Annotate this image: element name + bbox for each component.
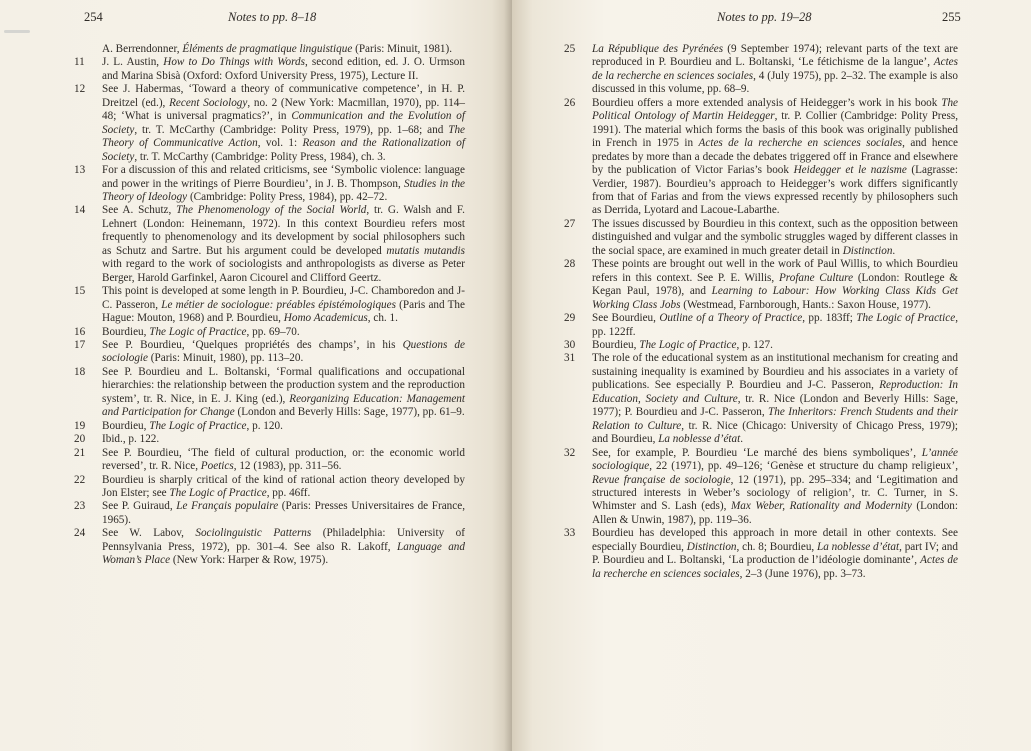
footnote [74, 366, 465, 420]
footnote-text: Bourdieu, The Logic of Practice, p. 120. [102, 419, 283, 432]
footnote-text: La République des Pyrénées (9 September 1974); relevant parts of the text are reproduced in P. Bourdieu and L. Boltanski, ‘Le fétichisme de la langue’, Actes de la recherche en sciences sociales, 4 (July 1975), pp. 2–32. The example is also discussed in this volume, pp. 68–9. [592, 43, 959, 96]
footnote-text: A. Berrendonner, Éléments de pragmatique linguistique (Paris: Minuit, 1981). [102, 43, 453, 55]
footnote [564, 258, 958, 312]
footnote-text: Bourdieu has developed this approach in more detail in other contexts. See especially Bourdieu, Distinction, ch. 8; Bourdieu, La noblesse d’état, part IV; and P. Bourdieu and L. Boltanski, ‘La production de l’idéologie dominante’, Actes de la recherche en sciences sociales, 2–3 (June 1976), pp. 3–73. [592, 527, 958, 580]
footnote-number: 14 [74, 204, 86, 217]
footnote [74, 339, 465, 366]
left-notes-list [74, 43, 465, 568]
footnote-number: 12 [74, 83, 86, 96]
footnote-text: Bourdieu is sharply critical of the kind of rational action theory developed by Jon Elster; see The Logic of Practice, pp. 46ff. [102, 473, 465, 499]
footnote-text: See P. Bourdieu, ‘Quelques propriétés des champs’, in his Questions de sociologie (Paris: Minuit, 1980), pp. 113–20. [102, 338, 465, 365]
footnote [564, 352, 958, 446]
footnote-number: 13 [74, 164, 86, 177]
footnote-text: See, for example, P. Bourdieu ‘Le marché des biens symboliques’, L’année sociologique, 22 (1971), pp. 49–126; ‘Genèse et structure du champ religieux’, Revue française de sociologie, 12 (1971), pp. 295–334; and ‘Legitimation and structured interests in Weber’s sociology of religion’, tr. C. Turner, in S. Whimster and S. Lash (eds), Max Weber, Rationality and Modernity (London: Allen & Unwin, 1987), pp. 119–36. [592, 446, 959, 526]
footnote-number: 24 [74, 527, 86, 540]
footnote-number: 32 [564, 446, 576, 459]
footnote-text: Ibid., p. 122. [102, 433, 160, 446]
footnote-text: See J. Habermas, ‘Toward a theory of communicative competence’, in H. P. Dreitzel (ed.), Recent Sociology, no. 2 (New York: Macmillan, 1970), pp. 114–48; ‘What is universal pragmatics?’, in Communication and the Evolution of Society, tr. T. McCarthy (Cambridge: Polity Press, 1979), pp. 1–68; and The Theory of Communicative Action, vol. 1: Reason and the Rationalization of Society, tr. T. McCarthy (Cambridge: Polity Press, 1984), ch. 3. [102, 83, 466, 163]
footnote [74, 164, 465, 204]
footnote-number: 31 [564, 352, 576, 365]
footnote [74, 447, 465, 474]
footnote-text: See A. Schutz, The Phenomenology of the Social World, tr. G. Walsh and F. Lehnert (London: Heinemann, 1972). In this context Bourdieu refers most frequently to phenomenology and its development by social philosophers such as Schutz and Sartre. But his argument could be developed mutatis mutandis with regard to the work of sociologists and anthropologists as diverse as Peter Berger, Harold Garfinkel, Aaron Cicourel and Clifford Geertz. [102, 204, 465, 284]
footnote-number: 33 [564, 527, 576, 540]
right-running-head: Notes to pp. 19–28 [717, 10, 812, 24]
footnote [564, 218, 958, 258]
footnote-number: 22 [74, 473, 86, 486]
right-notes-list [564, 43, 958, 581]
footnote-number: 26 [564, 96, 576, 109]
footnote [564, 97, 958, 218]
footnote-text: The issues discussed by Bourdieu in this context, such as the opposition between distinguished and vulgar and the symbolic struggles waged by different classes in the social space, are examined in much greater detail in Distinction. [592, 217, 958, 257]
footnote [564, 527, 958, 581]
footnote-text: J. L. Austin, How to Do Things with Words, second edition, ed. J. O. Urmson and Marina Sbisà (Oxford: Oxford University Press, 1975), Lecture II. [102, 56, 465, 82]
footnote-number: 23 [74, 500, 86, 513]
footnote-text: Bourdieu, The Logic of Practice, pp. 69–70. [102, 325, 300, 338]
footnote [564, 447, 958, 528]
footnote [74, 43, 465, 56]
footnote [74, 420, 465, 433]
left-running-head: Notes to pp. 8–18 [228, 10, 317, 24]
footnote [564, 339, 958, 352]
footnote-text: This point is developed at some length in P. Bourdieu, J-C. Chamboredon and J-C. Passeron, Le métier de sociologue: préables épistémologiques (Paris and The Hague: Mouton, 1968) and P. Bourdieu, Homo Academicus, ch. 1. [102, 285, 465, 325]
footnote-number: 25 [564, 43, 576, 55]
footnote-text: See P. Guiraud, Le Français populaire (Paris: Presses Universitaires de France, 1965). [102, 500, 465, 526]
footnote-number: 27 [564, 217, 576, 230]
footnote [74, 527, 465, 567]
footnote-text: Bourdieu offers a more extended analysis of Heidegger’s work in his book The Political Ontology of Martin Heidegger, tr. P. Collier (Cambridge: Polity Press, 1991). The material which forms the basis of this book was originally published in French in 1975 in Actes de la recherche en sciences sociales, and hence predates by more than a decade the debates triggered off in France and elsewhere by the publication of Victor Farias’s book Heidegger et le nazisme (Lagrasse: Verdier, 1987). Bourdieu’s approach to Heidegger’s work differs significantly from that of Farias and from the views expressed recently by philosophers such as Derrida, Lyotard and Lacoue-Labarthe. [592, 96, 959, 217]
footnote-text: The role of the educational system as an institutional mechanism for creating and sustaining inequality is examined by Bourdieu and his associates in a variety of publications. See especially P. Bourdieu and J-C. Passeron, Reproduction: In Education, Society and Culture, tr. R. Nice (London and Beverly Hills: Sage, 1977); P. Bourdieu and J-C. Passeron, The Inheritors: French Students and their Relation to Culture, tr. R. Nice (Chicago: University of Chicago Press, 1979); and Bourdieu, La noblesse d’état. [592, 352, 959, 446]
footnote [74, 474, 465, 501]
footnote-number: 20 [74, 433, 86, 446]
footnote [74, 83, 465, 164]
left-page-number: 254 [84, 10, 103, 24]
footnote [74, 326, 465, 339]
footnote-text: These points are brought out well in the work of Paul Willis, to which Bourdieu refers in this context. See P. E. Willis, Profane Culture (London: Routlege & Kegan Paul, 1978), and Learning to Labour: How Working Class Kids Get Working Class Jobs (Westmead, Farnborough, Hants.: Saxon House, 1977). [592, 258, 959, 311]
footnote-text: See P. Bourdieu and L. Boltanski, ‘Formal qualifications and occupational hierarchies: the relationship between the production system and the reproduction system’, tr. R. Nice, in E. J. King (ed.), Reorganizing Education: Management and Participation for Change (London and Beverly Hills: Sage, 1977), pp. 61–9. [102, 365, 465, 419]
footnote-number: 21 [74, 446, 86, 459]
footnote [74, 204, 465, 285]
footnote-text: See W. Labov, Sociolinguistic Patterns (Philadelphia: University of Pennsylvania Press, 1972), pp. 301–4. See also R. Lakoff, Language and Woman’s Place (New York: Harper & Row, 1975). [102, 527, 465, 567]
footnote [74, 433, 465, 446]
footnote-number: 29 [564, 312, 576, 325]
right-page [512, 0, 1031, 751]
footnote [74, 500, 465, 527]
footnote-text: See Bourdieu, Outline of a Theory of Practice, pp. 183ff; The Logic of Practice, pp. 122ff. [592, 312, 958, 338]
footnote-number: 30 [564, 338, 576, 351]
footnote [564, 43, 958, 97]
ink-smudge [4, 30, 30, 33]
footnote [74, 285, 465, 325]
footnote-number: 17 [74, 338, 86, 351]
footnote-text: For a discussion of this and related criticisms, see ‘Symbolic violence: language and power in the writings of Pierre Bourdieu’, in J. B. Thompson, Studies in the Theory of Ideology (Cambridge: Polity Press, 1984), pp. 42–72. [102, 164, 465, 203]
right-page-number: 255 [942, 10, 961, 24]
left-page [0, 0, 512, 751]
footnote-text: Bourdieu, The Logic of Practice, p. 127. [592, 338, 773, 351]
footnote-text: See P. Bourdieu, ‘The field of cultural production, or: the economic world reversed’, tr. R. Nice, Poetics, 12 (1983), pp. 311–56. [102, 446, 465, 473]
footnote-number: 16 [74, 325, 86, 338]
footnote-number: 11 [74, 56, 85, 69]
footnote [564, 312, 958, 339]
footnote [74, 56, 465, 83]
footnote-number: 18 [74, 365, 86, 378]
footnote-number: 28 [564, 258, 576, 271]
footnote-number: 19 [74, 419, 86, 432]
footnote-number: 15 [74, 285, 86, 298]
